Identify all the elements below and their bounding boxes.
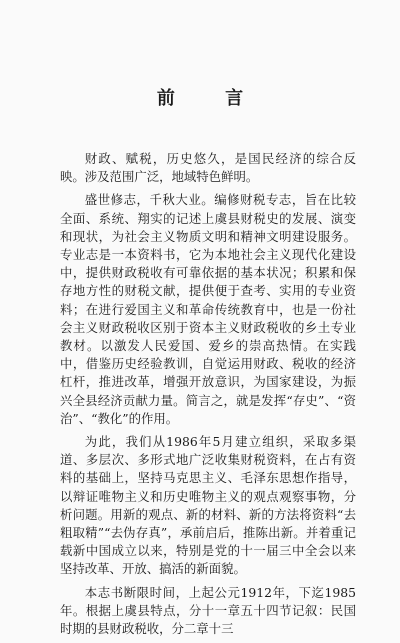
page-title: 前 言 xyxy=(156,88,266,109)
paragraph-3: 为此，我们从1986年5月建立组织，采取多渠道、多层次、多形式地广泛收集财税资料，在占有资料的基础上，坚持马克思主义、毛泽东思想作指导，以辩证唯物主义和历史唯物主义的观点观察事物，分析问题。用新的观点、新的材料、新的方法将资料“去粗取精”“去伪存真”，承前启后，推陈出新。并着重记载新中国成立以来，特别是党的十一届三中全会以来坚持改革、开放、搞活的新面貌。 xyxy=(60,434,356,577)
body-text xyxy=(60,150,356,643)
paragraph-1: 财政、赋税，历史悠久，是国民经济的综合反映。涉及范围广泛，地域特色鲜明。 xyxy=(60,151,356,185)
paragraph-4: 本志书断限时间，上起公元1912年，下迄1985年。根据上虞县特点，分十一章五十四节记叙：民国时期的县财政税收，分二章十三 xyxy=(60,584,356,637)
paragraph-2: 盛世修志，千秋大业。编修财税专志，旨在比较全面、系统、翔实的记述上虞县财税史的发展、演变和现状，为社会主义物质文明和精神文明建设服务。专业志是一本资料书，它为本地社会主义现代化建设中，提供财政税收有可靠依据的基本状况；积累和保存地方性的财税文献，提供便于查考、实用的专业资料；在进行爱国主义和革命传统教育中，也是一份社会主义财政税收区别于资本主义财政税收的乡土专业教材。以激发人民爱国、爱乡的崇高热情。在实践中，借鉴历史经验教训，自觉运用财政、税收的经济杠杆，推进改革，增强开放意识，为国家建设，为振兴全县经济贡献力量。简言之，就是发挥“存史”、“资治”、“教化”的作用。 xyxy=(60,192,356,426)
